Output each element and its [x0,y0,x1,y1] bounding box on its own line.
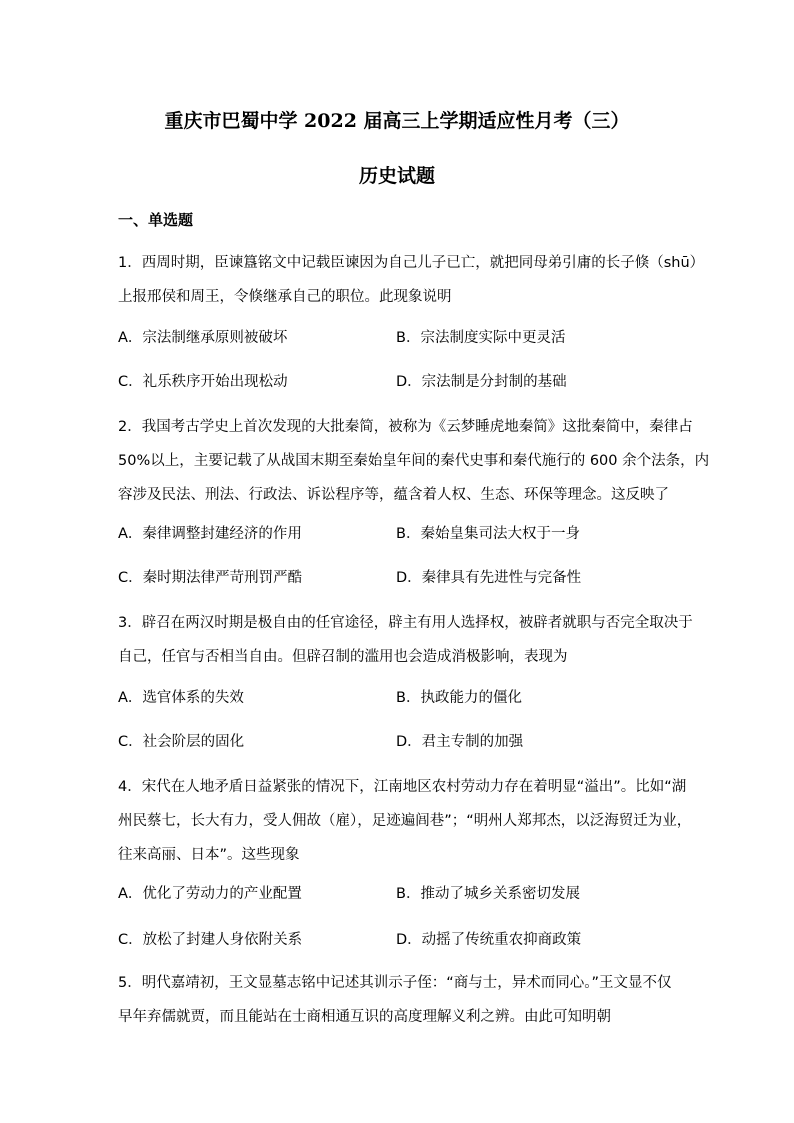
option-c[interactable]: C．放松了封建人身依附关系 [118,932,303,948]
option-d[interactable]: D．秦律具有先进性与完备性 [396,570,582,586]
question-4 [118,770,692,872]
option-a[interactable]: A．优化了劳动力的产业配置 [118,886,302,902]
option-b[interactable]: B．执政能力的僵化 [396,690,522,706]
option-d[interactable]: D．宗法制是分封制的基础 [396,374,567,390]
question-text-line: 州民蔡七，长大有力，受人佣故（雇），足迹遍闾巷”；“明州人郑邦杰，以泛海贸迁为业， [118,813,692,829]
document-title: 重庆市巴蜀中学 2022 届高三上学期适应性月考（三） [164,110,630,132]
question-text-line: 早年弃儒就贾，而且能站在士商相通互识的高度理解义利之辨。由此可知明朝 [118,1009,611,1025]
option-d[interactable]: D．动摇了传统重农抑商政策 [396,932,582,948]
section-heading: 一、单选题 [118,211,194,229]
question-text-line: 往来高丽、日本”。这些现象 [118,847,300,863]
option-b[interactable]: B．推动了城乡关系密切发展 [396,886,580,902]
question-text-line: 5．明代嘉靖初，王文显墓志铭中记述其训示子侄：“商与士，异术而同心。”王文显不仅 [118,975,672,991]
option-c[interactable]: C．礼乐秩序开始出现松动 [118,374,288,390]
option-b[interactable]: B．秦始皇集司法大权于一身 [396,526,580,542]
question-3 [118,606,693,674]
question-5 [118,966,684,1034]
question-text-line: 容涉及民法、刑法、行政法、诉讼程序等，蕴含着人权、生态、环保等理念。这反映了 [118,487,669,503]
option-c[interactable]: C．秦时期法律严苛刑罚严酷 [118,570,303,586]
option-a[interactable]: A．选官体系的失效 [118,690,244,706]
question-1 [118,246,705,314]
option-c[interactable]: C．社会阶层的固化 [118,734,245,750]
question-text-line: 自己，任官与否相当自由。但辟召制的滥用也会造成消极影响，表现为 [118,649,568,665]
question-text-line: 上报邢侯和周王，令倏继承自己的职位。此现象说明 [118,289,452,305]
option-d[interactable]: D．君主专制的加强 [396,734,524,750]
question-text-line: 3．辟召在两汉时期是极自由的任官途径，辟主有用人选择权，被辟者就职与否完全取决于 [118,615,693,631]
option-a[interactable]: A．宗法制继承原则被破坏 [118,330,288,346]
question-2 [118,410,710,512]
question-text-line: 50%以上，主要记载了从战国末期至秦始皇年间的秦代史事和秦代施行的 600 余个法条，内 [118,453,710,469]
document-subtitle: 历史试题 [358,165,435,187]
question-text-line: 4．宋代在人地矛盾日益紧张的情况下，江南地区农村劳动力存在着明显“溢出”。比如“湖 [118,779,687,795]
question-text-line: 1．西周时期，臣谏簋铭文中记载臣谏因为自己儿子已亡，就把同母弟引庸的长子倏（shū） [118,255,705,271]
option-b[interactable]: B．宗法制度实际中更灵活 [396,330,566,346]
option-a[interactable]: A．秦律调整封建经济的作用 [118,526,302,542]
question-text-line: 2．我国考古学史上首次发现的大批秦简，被称为《云梦睡虎地秦简》这批秦简中，秦律占 [118,419,693,435]
